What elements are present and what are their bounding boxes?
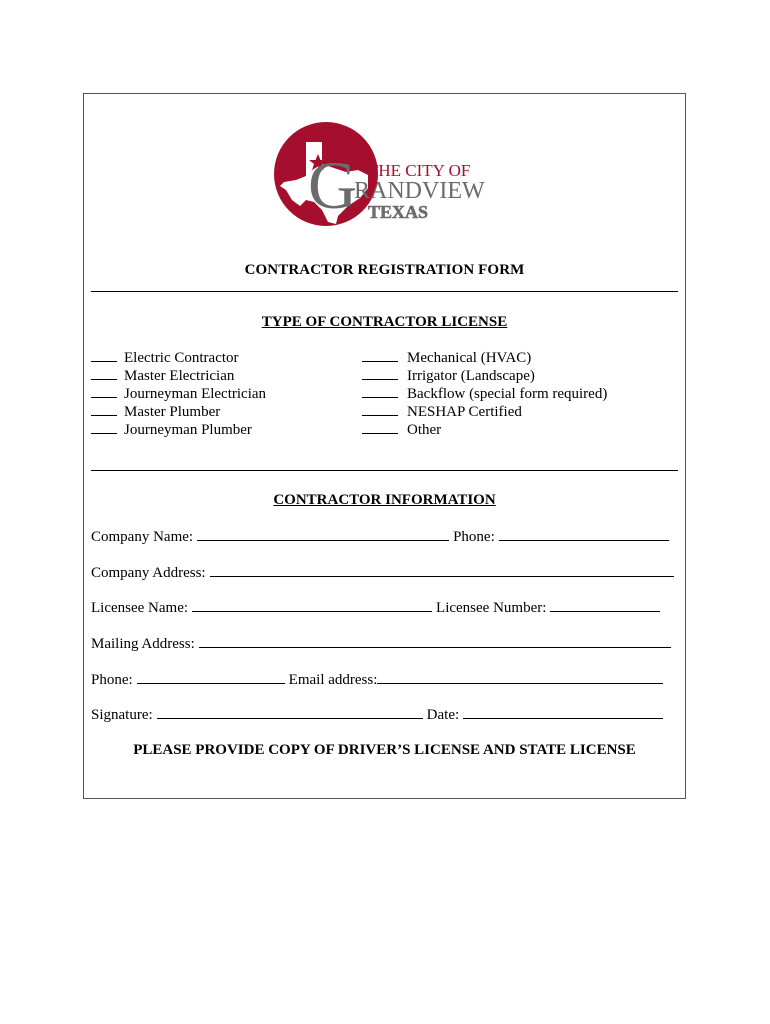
logo-line3: TEXAS	[368, 202, 429, 222]
license-option[interactable]: Master Electrician	[91, 367, 266, 385]
mailing-address-field[interactable]	[199, 635, 671, 648]
license-options-right	[362, 349, 607, 439]
license-option[interactable]: NESHAP Certified	[362, 403, 607, 421]
notice-text: PLEASE PROVIDE COPY OF DRIVER’S LICENSE AND STATE LICENSE	[133, 742, 636, 758]
license-option[interactable]: Irrigator (Landscape)	[362, 367, 607, 385]
checkbox-blank[interactable]	[91, 403, 117, 416]
company-name-field[interactable]	[197, 528, 449, 541]
license-option[interactable]: Other	[362, 421, 607, 439]
company-name-row	[91, 528, 673, 546]
checkbox-blank[interactable]	[91, 349, 117, 362]
info-section-heading: CONTRACTOR INFORMATION	[273, 492, 496, 508]
form-title: CONTRACTOR REGISTRATION FORM	[244, 262, 525, 278]
licensee-row	[91, 599, 664, 617]
checkbox-blank[interactable]	[91, 421, 117, 434]
company-name-label: Company Name:	[91, 529, 194, 545]
logo-initial: G	[308, 147, 358, 223]
email-label: Email address:	[288, 672, 378, 688]
phone-label: Phone:	[91, 672, 133, 688]
checkbox-blank[interactable]	[362, 385, 398, 398]
form-page	[83, 93, 686, 799]
checkbox-blank[interactable]	[362, 403, 398, 416]
mailing-address-label: Mailing Address:	[91, 636, 195, 652]
signature-field[interactable]	[157, 706, 423, 719]
license-option[interactable]: Journeyman Electrician	[91, 385, 266, 403]
checkbox-blank[interactable]	[362, 349, 398, 362]
license-options-left	[91, 349, 266, 439]
licensee-name-field[interactable]	[192, 599, 432, 612]
date-field[interactable]	[463, 706, 663, 719]
checkbox-blank[interactable]	[91, 385, 117, 398]
logo-line2: RANDVIEW	[354, 178, 485, 204]
license-option[interactable]: Journeyman Plumber	[91, 421, 266, 439]
company-address-label: Company Address:	[91, 565, 206, 581]
licensee-number-field[interactable]	[550, 599, 660, 612]
phone-label: Phone:	[453, 529, 495, 545]
email-field[interactable]	[377, 671, 663, 684]
logo-line1: THE CITY OF	[368, 161, 471, 180]
license-option[interactable]: Master Plumber	[91, 403, 266, 421]
license-section-heading: TYPE OF CONTRACTOR LICENSE	[261, 314, 508, 330]
licensee-number-label: Licensee Number:	[436, 600, 547, 616]
date-label: Date:	[426, 707, 460, 723]
license-option[interactable]: Mechanical (HVAC)	[362, 349, 607, 367]
city-of-grandview-logo	[272, 120, 502, 230]
signature-row	[91, 706, 667, 724]
phone-field[interactable]	[137, 671, 285, 684]
checkbox-blank[interactable]	[362, 367, 398, 380]
logo-graphic	[272, 120, 502, 230]
license-option[interactable]: Backflow (special form required)	[362, 385, 607, 403]
checkbox-blank[interactable]	[362, 421, 398, 434]
divider	[91, 291, 678, 292]
company-address-field[interactable]	[210, 564, 674, 577]
license-option[interactable]: Electric Contractor	[91, 349, 266, 367]
mailing-address-row	[91, 635, 675, 653]
signature-label: Signature:	[91, 707, 153, 723]
licensee-name-label: Licensee Name:	[91, 600, 189, 616]
phone-email-row	[91, 671, 667, 689]
company-address-row	[91, 564, 678, 582]
phone-field[interactable]	[499, 528, 669, 541]
divider	[91, 470, 678, 471]
checkbox-blank[interactable]	[91, 367, 117, 380]
